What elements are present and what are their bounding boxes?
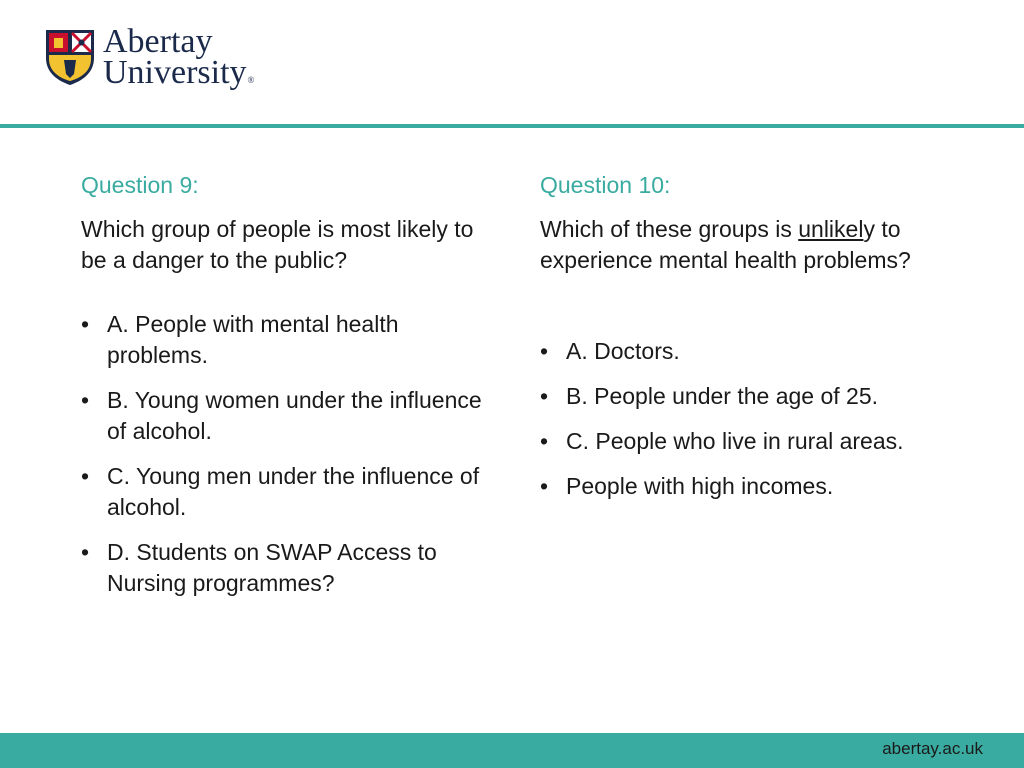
logo-university-word: University: [103, 54, 247, 91]
list-item: [540, 336, 970, 367]
question-10-underlined-word: unlikel: [798, 216, 864, 242]
bullet: •: [540, 428, 549, 454]
option-text: B. Young women under the influence of alcohol.: [107, 387, 482, 444]
question-9-text: Which group of people is most likely to be a danger to the public?: [81, 216, 474, 273]
question-10-text: [540, 214, 970, 276]
bullet: •: [81, 463, 90, 489]
option-text: B. People under the age of 25.: [566, 383, 879, 409]
question-10-title: Question 10:: [540, 172, 671, 198]
question-10-text-after: y to experience mental health problems?: [540, 216, 911, 273]
list-item: [81, 461, 501, 523]
option-text: A. Doctors.: [566, 338, 680, 364]
question-9-column: [81, 170, 501, 613]
bullet: •: [540, 383, 549, 409]
question-9-title: Question 9:: [81, 172, 199, 198]
bullet: •: [81, 539, 90, 565]
registered-mark: ®: [247, 75, 255, 85]
bullet: •: [540, 473, 549, 499]
header-divider: [0, 124, 1024, 128]
bullet: •: [81, 387, 90, 413]
list-item: [81, 385, 501, 447]
option-text: C. People who live in rural areas.: [566, 428, 904, 454]
question-10-column: [540, 170, 970, 516]
bullet: •: [540, 338, 549, 364]
option-text: C. Young men under the influence of alcohol.: [107, 463, 480, 520]
footer-url[interactable]: abertay.ac.uk: [882, 739, 983, 758]
option-text: D. Students on SWAP Access to Nursing programmes?: [107, 539, 437, 596]
list-item: [540, 381, 970, 412]
bullet: •: [81, 311, 90, 337]
university-crest-icon: [44, 28, 96, 86]
question-9-options: [81, 309, 501, 599]
list-item: [540, 471, 970, 502]
option-text: A. People with mental health problems.: [107, 311, 399, 368]
question-10-options: [540, 336, 970, 502]
question-10-text-before: Which of these groups is: [540, 216, 799, 242]
list-item: [81, 537, 501, 599]
logo-line-abertay: Abertay: [103, 23, 213, 60]
list-item: [540, 426, 970, 457]
logo-line-university: [103, 54, 255, 96]
footer-bar: [0, 733, 1024, 768]
list-item: [81, 309, 501, 371]
abertay-logo: [44, 23, 255, 96]
option-text: People with high incomes.: [566, 473, 834, 499]
